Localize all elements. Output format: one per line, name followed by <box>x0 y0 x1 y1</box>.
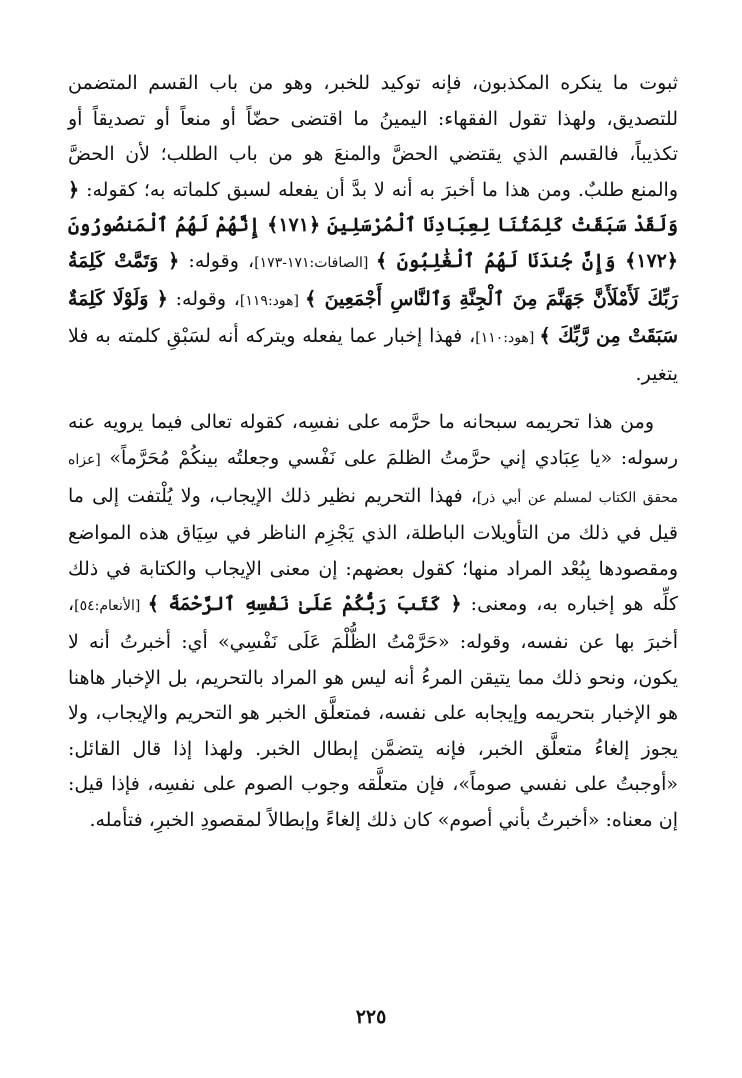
body-text: ومن هذا تحريمه سبحانه ما حرَّمه على نفسِه، كقوله تعالى فيما يرويه عنه رسوله: «يا عِبَادي إني حرَّمتُ الظلمَ على نَفْسي وجعلتُه بينكُمْ مُحَرَّماً» <box>68 411 678 469</box>
verse-reference: [هود:١١٩] <box>239 292 306 309</box>
verse-reference: [هود:١١٠] <box>475 330 540 347</box>
body-text: ثبوت ما ينكره المكذبون، فإنه توكيد للخبر، وهو من باب القسم المتضمن للتصديق، ولهذا تقول الفقهاء: اليمينُ ما اقتضى حضّاً أو منعاً أو تصديقاً أو تكذيباً، فالقسم الذي يقتضي الحضَّ والمنعَ هو من باب الطلب؛ لأن الحضَّ والمنع طلبٌ. ومن هذا ما أخبرَ به أنه لا بدَّ أن يفعله لسبق كلماته به؛ كقوله: <box>68 72 678 201</box>
quran-verse: ﴿ وَلَقَدْ سَبَقَتْ كَلِمَتُنَا لِعِبَادِنَا ٱلْمُرْسَلِينَ ﴿١٧١﴾ إِنَّهُمْ لَهُمُ ٱلْمَنصُورُونَ ﴿١٧٢﴾ وَإِنَّ جُندَنَا لَهُمُ ٱلْغَٰلِبُونَ ﴾ <box>68 178 679 272</box>
body-text: ، فهذا إخبار عما يفعله ويتركه أنه لسَبْقِ كلمته به فلا يتغير. <box>68 325 678 385</box>
verse-reference: [الصافات:١٧١-١٧٣] <box>254 254 376 271</box>
quran-verse: ﴿ وَتَمَّتْ كَلِمَةُ رَبِّكَ لَأَمْلَأَنَّ جَهَنَّمَ مِنَ ٱلْجِنَّةِ وَٱلنَّاسِ أَجْمَعِينَ ﴾ <box>68 249 678 310</box>
verse-reference: [الأنعام:٥٤] <box>74 598 148 615</box>
paragraph-1 <box>68 66 678 392</box>
body-text: ، أخبرَ بها عن نفسه، وقوله: «حَرَّمْتُ الظُّلْمَ عَلَى نَفْسِي» أي: أخبرتُ أنه لا يكون، ونحو ذلك مما يتيقن المرءُ أنه ليس هو المراد بالتحريم، بل الإخبار هاهنا هو الإخبار بتحريمه وإيجابه على نفسه، فمتعلَّق الخبر هو التحريم والإيجاب، ولا يجوز إلغاءُ متعلَّق الخبر، فإنه يتضمَّن إبطال الخبر. ولهذا إذا قال القائل: «أوجبتُ على نفسي صوماً»، فإن متعلَّقه وجوب الصوم على نفسِه، فإذا قيل: إن معناه: «أخبرتُ بأني أصوم» كان ذلك إلغاءً وإبطالاً لمقصودِ الخبرِ، فتأمله. <box>68 593 678 831</box>
page-number: ٢٢٥ <box>355 1006 387 1028</box>
verse-reference: [عزاه محقق الكتاب لمسلم عن أبي ذر] <box>68 451 679 506</box>
page-body <box>68 66 678 838</box>
body-text: ، وقوله: <box>167 287 240 310</box>
quran-verse: ﴿ كَتَبَ رَبُّكُمْ عَلَىٰ نَفْسِهِ ٱلرَّحْمَةَ ﴾ <box>147 593 462 616</box>
body-text: ، فهذا التحريم نظير ذلك الإيجاب، ولا يُلْتفت إلى ما قيل في ذلك من التأويلات الباطلة، الذي يَجْزِم الناظر في سِيَاق هذه المواضع ومقصودها بِبُعْد المراد منها؛ كقول بعضهم: إن معنى الإيجاب والكتابة في ذلك كلِّه هو إخباره به، ومعنى: <box>68 484 679 616</box>
paragraph-2 <box>68 405 678 838</box>
body-text: ، وقوله: <box>179 249 255 272</box>
quran-verse: ﴿ وَلَوْلَا كَلِمَةٌ سَبَقَتْ مِن رَّبِّكَ ﴾ <box>68 287 678 348</box>
